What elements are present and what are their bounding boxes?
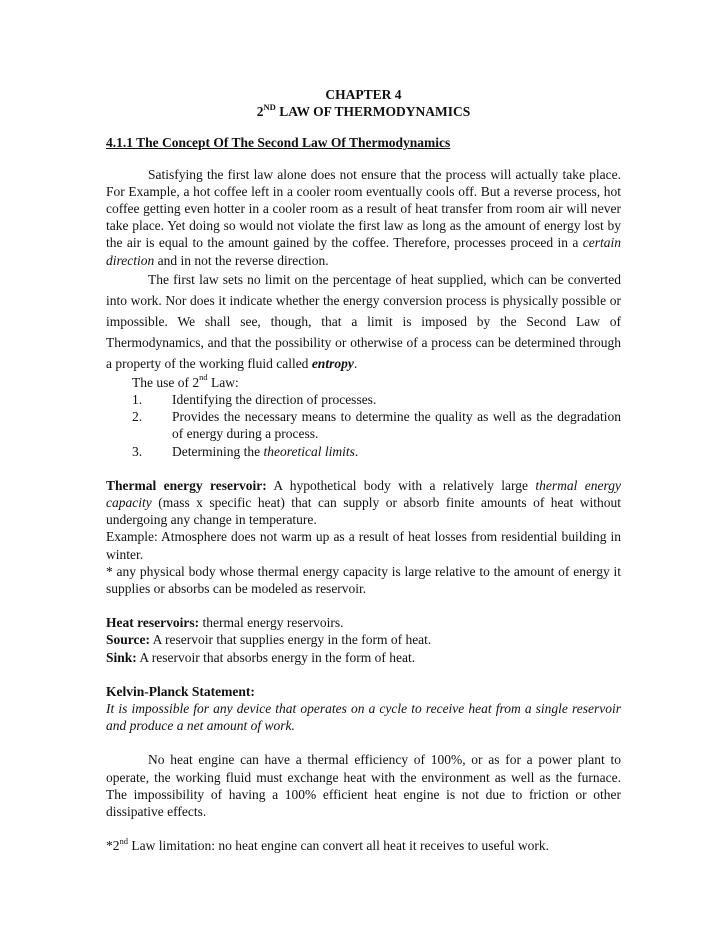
source-definition: Source: A reservoir that supplies energy in the form of heat. <box>106 632 432 648</box>
first-law-paragraph: The first law sets no limit on the percentage of heat supplied, which can be converted into work. Nor does it indicate whether the energy conversion process is physically possible or impossible. We shall see, though, that a limit is imposed by the Second Law of Thermodynamics, and that the possibility or otherwise of a process can be determined through a property of the working fluid called entropy. <box>106 271 621 371</box>
uses-list <box>106 374 621 391</box>
efficiency-paragraph: No heat engine can have a thermal efficiency of 100%, or as for a power plant to operate, the working fluid must exchange heat with the environment as well as the furnace. The impossibility of having a 100% efficient heat engine is not due to friction or other dissipative effects. <box>106 752 621 820</box>
reservoir-example: Example: Atmosphere does not warm up as a result of heat losses from residential building in winter. <box>106 529 621 562</box>
kelvin-planck-heading: Kelvin-Planck Statement: <box>106 683 255 699</box>
uses-intro: The use of 2nd Law: <box>132 372 239 390</box>
sink-definition: Sink: A reservoir that absorbs energy in the form of heat. <box>106 649 416 665</box>
reservoir-definition: Thermal energy reservoir: A hypothetical body with a relatively large thermal energy capacity (mass x specific heat) that can supply or absorb finite amounts of heat without undergoing any change in temperature. <box>106 477 621 528</box>
list-item: 1. Identifying the direction of processes. <box>132 392 377 408</box>
section-heading: 4.1.1 The Concept Of The Second Law Of Thermodynamics <box>106 135 451 151</box>
kelvin-planck-statement: It is impossible for any device that operates on a cycle to receive heat from a single reservoir and produce a net amount of work. <box>106 701 621 734</box>
list-item: 2. Provides the necessary means to determine the quality as well as the degradation of energy during a process. <box>132 409 621 442</box>
chapter-title: 2ND LAW OF THERMODYNAMICS <box>256 101 471 120</box>
heat-reservoirs-definition: Heat reservoirs: thermal energy reservoirs. <box>106 615 344 631</box>
document-page <box>106 86 621 855</box>
list-item: 3. Determining the theoretical limits. <box>132 443 359 459</box>
limitation-note: *2nd Law limitation: no heat engine can convert all heat it receives to useful work. <box>106 835 549 854</box>
chapter-number: CHAPTER 4 <box>325 87 402 102</box>
intro-paragraph: Satisfying the first law alone does not ensure that the process will actually take place. For Example, a hot coffee left in a cooler room eventually cools off. But a reverse process, hot coffee getting even hotter in a cooler room as a result of heat transfer from room air will never take place. Yet doing so would not violate the first law as long as the amount of energy lost by the air is equal to the amount gained by the coffee. Therefore, processes proceed in a certain direction and in not the reverse direction. <box>106 166 621 268</box>
reservoir-note: * any physical body whose thermal energy capacity is large relative to the amount of energy it supplies or absorbs can be modeled as reservoir. <box>106 563 621 597</box>
uses-items <box>106 391 621 460</box>
